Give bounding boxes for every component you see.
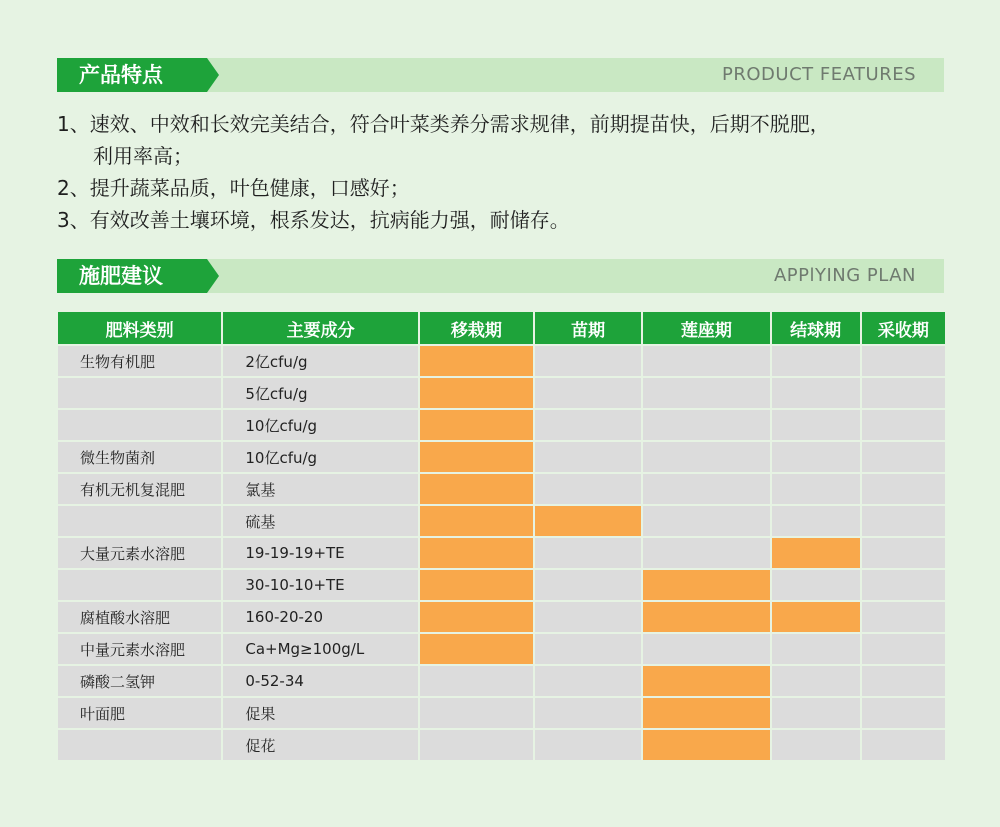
table-row bbox=[58, 538, 945, 568]
cell-category: 大量元素水溶肥 bbox=[58, 538, 221, 568]
table-row bbox=[58, 570, 945, 600]
stage-cell-marked bbox=[420, 442, 533, 472]
stage-cell-marked bbox=[643, 730, 769, 760]
plan-section-header bbox=[57, 259, 944, 293]
fertilizer-plan-table bbox=[56, 310, 947, 762]
cell-category: 腐植酸水溶肥 bbox=[58, 602, 221, 632]
stage-cell bbox=[535, 730, 641, 760]
stage-cell bbox=[420, 698, 533, 728]
features-title: 产品特点 bbox=[57, 58, 207, 92]
plan-title-en: APPlYING PLAN bbox=[773, 265, 916, 286]
stage-cell bbox=[535, 410, 641, 440]
stage-cell bbox=[772, 634, 860, 664]
plan-arrow-icon bbox=[207, 259, 219, 293]
stage-cell bbox=[643, 506, 769, 536]
cell-component: 19-19-19+TE bbox=[223, 538, 417, 568]
stage-cell bbox=[862, 730, 945, 760]
cell-component: 10亿cfu/g bbox=[223, 442, 417, 472]
cell-category: 有机无机复混肥 bbox=[58, 474, 221, 504]
table-body bbox=[58, 346, 945, 760]
stage-cell bbox=[862, 378, 945, 408]
stage-cell-marked bbox=[420, 506, 533, 536]
stage-cell bbox=[772, 474, 860, 504]
cell-component: 160-20-20 bbox=[223, 602, 417, 632]
stage-cell bbox=[535, 666, 641, 696]
stage-cell-marked bbox=[643, 698, 769, 728]
feature-item-3: 3、有效改善土壤环境，根系发达，抗病能力强，耐储存。 bbox=[57, 208, 570, 232]
stage-cell bbox=[862, 410, 945, 440]
features-list bbox=[57, 108, 947, 236]
stage-cell bbox=[862, 570, 945, 600]
table-row bbox=[58, 442, 945, 472]
stage-cell bbox=[772, 442, 860, 472]
header-seedling: 苗期 bbox=[535, 312, 641, 344]
stage-cell bbox=[535, 570, 641, 600]
feature-item-1-cont: 利用率高； bbox=[93, 144, 193, 168]
stage-cell bbox=[862, 698, 945, 728]
cell-component: 2亿cfu/g bbox=[223, 346, 417, 376]
stage-cell-marked bbox=[772, 602, 860, 632]
cell-component: 10亿cfu/g bbox=[223, 410, 417, 440]
cell-category: 生物有机肥 bbox=[58, 346, 221, 376]
stage-cell bbox=[643, 442, 769, 472]
stage-cell-marked bbox=[535, 506, 641, 536]
features-section-header bbox=[57, 58, 944, 92]
stage-cell bbox=[643, 410, 769, 440]
stage-cell-marked bbox=[643, 666, 769, 696]
plan-title: 施肥建议 bbox=[57, 259, 207, 293]
table-row bbox=[58, 666, 945, 696]
stage-cell bbox=[643, 538, 769, 568]
stage-cell bbox=[862, 442, 945, 472]
stage-cell-marked bbox=[420, 570, 533, 600]
stage-cell bbox=[862, 634, 945, 664]
stage-cell bbox=[535, 378, 641, 408]
table-header-row bbox=[58, 312, 945, 344]
table-row bbox=[58, 474, 945, 504]
table-row bbox=[58, 602, 945, 632]
stage-cell-marked bbox=[420, 602, 533, 632]
stage-cell-marked bbox=[420, 346, 533, 376]
cell-component: 30-10-10+TE bbox=[223, 570, 417, 600]
table-row bbox=[58, 730, 945, 760]
features-arrow-icon bbox=[207, 58, 219, 92]
stage-cell-marked bbox=[420, 378, 533, 408]
cell-category bbox=[58, 506, 221, 536]
cell-category bbox=[58, 730, 221, 760]
stage-cell bbox=[535, 698, 641, 728]
cell-component: 硫基 bbox=[223, 506, 417, 536]
header-component: 主要成分 bbox=[223, 312, 417, 344]
cell-component: 0-52-34 bbox=[223, 666, 417, 696]
stage-cell-marked bbox=[643, 602, 769, 632]
stage-cell bbox=[535, 602, 641, 632]
feature-item-2: 2、提升蔬菜品质，叶色健康，口感好； bbox=[57, 176, 410, 200]
stage-cell bbox=[643, 474, 769, 504]
stage-cell bbox=[535, 474, 641, 504]
cell-component: 促果 bbox=[223, 698, 417, 728]
stage-cell bbox=[535, 634, 641, 664]
stage-cell bbox=[862, 602, 945, 632]
cell-component: Ca+Mg≥100g/L bbox=[223, 634, 417, 664]
header-rosette: 莲座期 bbox=[643, 312, 769, 344]
table-row bbox=[58, 410, 945, 440]
stage-cell bbox=[420, 666, 533, 696]
stage-cell bbox=[535, 346, 641, 376]
header-category: 肥料类别 bbox=[58, 312, 221, 344]
stage-cell bbox=[643, 346, 769, 376]
table-row bbox=[58, 634, 945, 664]
features-title-en: PRODUCT FEATURES bbox=[722, 64, 916, 85]
cell-category: 磷酸二氢钾 bbox=[58, 666, 221, 696]
header-heading: 结球期 bbox=[772, 312, 860, 344]
table-row bbox=[58, 378, 945, 408]
cell-category bbox=[58, 410, 221, 440]
stage-cell bbox=[643, 378, 769, 408]
stage-cell bbox=[535, 538, 641, 568]
stage-cell bbox=[862, 346, 945, 376]
cell-category bbox=[58, 378, 221, 408]
stage-cell bbox=[772, 666, 860, 696]
cell-category: 微生物菌剂 bbox=[58, 442, 221, 472]
stage-cell-marked bbox=[420, 410, 533, 440]
stage-cell bbox=[862, 666, 945, 696]
header-transplant: 移栽期 bbox=[420, 312, 533, 344]
stage-cell bbox=[772, 570, 860, 600]
stage-cell bbox=[535, 442, 641, 472]
stage-cell bbox=[772, 378, 860, 408]
header-harvest: 采收期 bbox=[862, 312, 945, 344]
stage-cell-marked bbox=[420, 474, 533, 504]
stage-cell bbox=[772, 410, 860, 440]
stage-cell bbox=[862, 538, 945, 568]
stage-cell bbox=[772, 506, 860, 536]
cell-component: 5亿cfu/g bbox=[223, 378, 417, 408]
stage-cell-marked bbox=[420, 634, 533, 664]
stage-cell-marked bbox=[772, 538, 860, 568]
table-row bbox=[58, 506, 945, 536]
table-row bbox=[58, 698, 945, 728]
table-row bbox=[58, 346, 945, 376]
cell-component: 促花 bbox=[223, 730, 417, 760]
cell-component: 氯基 bbox=[223, 474, 417, 504]
cell-category bbox=[58, 570, 221, 600]
stage-cell bbox=[772, 730, 860, 760]
stage-cell bbox=[862, 506, 945, 536]
stage-cell-marked bbox=[643, 570, 769, 600]
stage-cell bbox=[420, 730, 533, 760]
stage-cell-marked bbox=[420, 538, 533, 568]
stage-cell bbox=[862, 474, 945, 504]
stage-cell bbox=[643, 634, 769, 664]
feature-item-1: 1、速效、中效和长效完美结合，符合叶菜类养分需求规律，前期提苗快，后期不脱肥， bbox=[57, 112, 830, 136]
stage-cell bbox=[772, 698, 860, 728]
cell-category: 中量元素水溶肥 bbox=[58, 634, 221, 664]
cell-category: 叶面肥 bbox=[58, 698, 221, 728]
stage-cell bbox=[772, 346, 860, 376]
